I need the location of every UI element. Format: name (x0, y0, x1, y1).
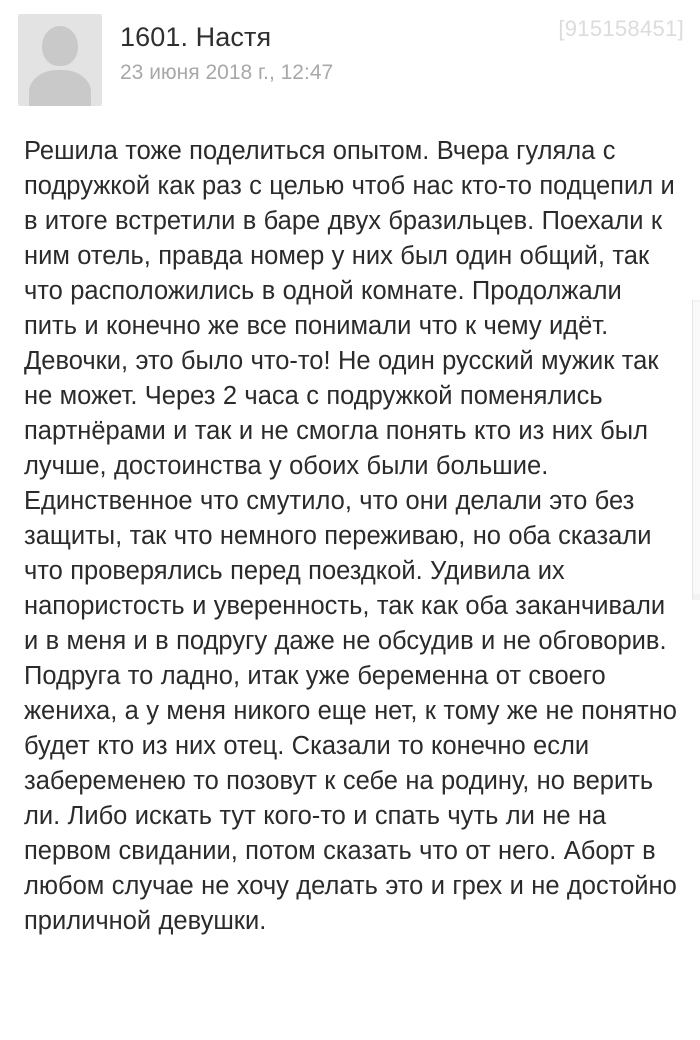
avatar[interactable] (18, 14, 102, 106)
post-id-badge: [915158451] (558, 16, 684, 41)
user-silhouette-body-icon (29, 70, 91, 106)
post-meta (120, 14, 333, 85)
user-silhouette-icon (42, 26, 78, 66)
post-header (0, 0, 700, 110)
post-date: 23 июня 2018 г., 12:47 (120, 61, 334, 85)
page-bottom-edge (0, 1028, 700, 1040)
author-name[interactable]: 1601. Настя (120, 22, 272, 52)
post-body (0, 110, 700, 939)
scrollbar-thumb[interactable] (693, 302, 700, 594)
post-text: Решила тоже поделиться опытом. Вчера гуляла с подружкой как раз с целью чтоб нас кто-то подцепил и в итоге встретили в баре двух бразильцев. Поехали к ним отель, правда номер у них был один общий, так что расположились в одной комнате. Продолжали пить и конечно же все понимали что к чему идёт. Девочки, это было что-то! Не один русский мужик так не может. Через 2 часа с подружкой поменялись партнёрами и так и не смогла понять кто из них был лучше, достоинства у обоих были большие. Единственное что смутило, что они делали это без защиты, так что немного переживаю, но оба сказали что проверялись перед поездкой. Удивила их напористость и уверенность, так как оба заканчивали и в меня и в подругу даже не обсудив и не обговорив. Подруга то ладно, итак уже беременна от своего жениха, а у меня никого еще нет, к тому же не понятно будет кто из них отец. Сказали то конечно если забеременею то позовут к себе на родину, но верить ли. Либо искать тут кого-то и спать чуть ли не на первом свидании, потом сказать что от него. Аборт в любом случае не хочу делать это и грех и не достойно приличной девушки. (24, 137, 677, 935)
